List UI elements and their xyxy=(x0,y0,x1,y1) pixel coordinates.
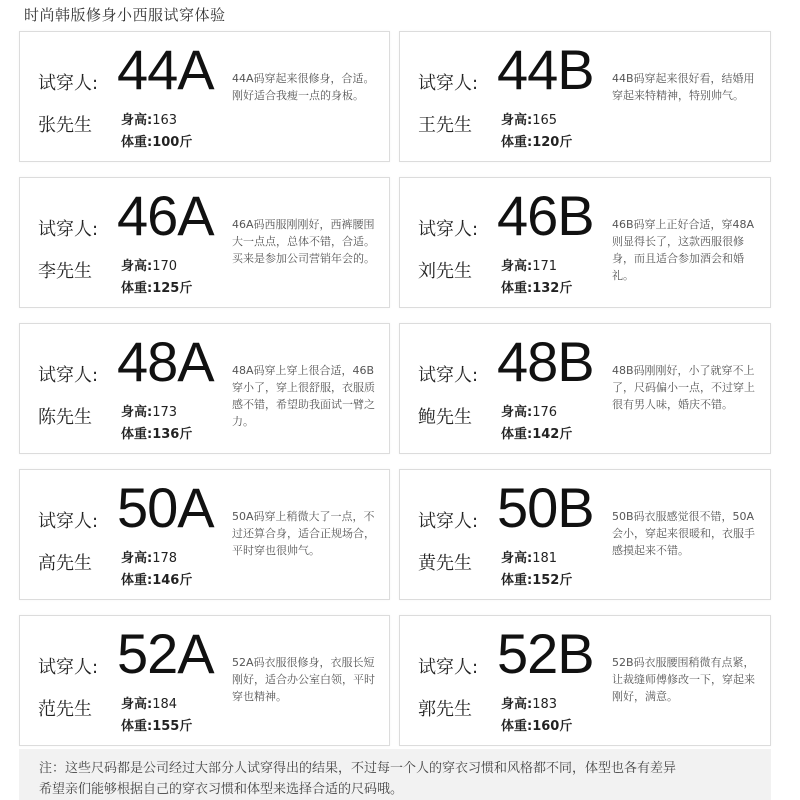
weight-value: 120斤 xyxy=(532,135,573,150)
weight-value: 125斤 xyxy=(152,281,193,296)
height-label: 身高: xyxy=(121,259,153,274)
height-value: 170 xyxy=(152,259,178,274)
size-code: 44B xyxy=(497,38,594,101)
fitting-card xyxy=(19,469,390,600)
weight-label: 体重: xyxy=(501,281,533,296)
height-label: 身高: xyxy=(121,405,153,420)
tryer-name: 刘先生 xyxy=(418,261,472,282)
height-line xyxy=(501,693,557,712)
tryer-name: 陈先生 xyxy=(38,407,92,428)
weight-label: 体重: xyxy=(121,427,153,442)
size-code: 44A xyxy=(117,38,214,101)
note-line-1: 注：这些尺码都是公司经过大部分人试穿得出的结果，不过每一个人的穿衣习惯和风格都不同，体型也各有差异 xyxy=(39,761,677,776)
fitting-card xyxy=(399,323,771,454)
height-label: 身高: xyxy=(501,697,533,712)
weight-value: 146斤 xyxy=(152,573,193,588)
weight-label: 体重: xyxy=(501,135,533,150)
fit-description: 46B码穿上正好合适，穿48A则显得长了，这款西服很修身，而且适合参加酒会和婚礼。 xyxy=(612,218,755,282)
fit-description: 52B码衣服腰围稍微有点紧，让裁缝师傅修改一下，穿起来刚好，满意。 xyxy=(612,656,755,703)
weight-line xyxy=(501,277,572,296)
height-line xyxy=(121,255,177,274)
fitting-card xyxy=(19,615,390,746)
page-title: 时尚韩版修身小西服试穿体验 xyxy=(24,6,226,24)
height-line xyxy=(121,693,177,712)
tryer-name: 鲍先生 xyxy=(418,407,472,428)
weight-value: 136斤 xyxy=(152,427,193,442)
height-value: 181 xyxy=(532,551,558,566)
height-value: 165 xyxy=(532,113,558,128)
fitting-card xyxy=(399,615,771,746)
fitting-card xyxy=(19,177,390,308)
weight-value: 100斤 xyxy=(152,135,193,150)
height-label: 身高: xyxy=(501,113,533,128)
weight-label: 体重: xyxy=(501,719,533,734)
size-code: 46B xyxy=(497,184,594,247)
tryer-label: 试穿人: xyxy=(38,73,99,94)
tryer-name: 张先生 xyxy=(38,115,92,136)
weight-line xyxy=(501,131,572,150)
height-line xyxy=(501,547,557,566)
size-code: 52A xyxy=(117,622,214,685)
height-line xyxy=(121,401,177,420)
tryer-label: 试穿人: xyxy=(418,365,479,386)
fit-description: 50A码穿上稍微大了一点，不过还算合身，适合正规场合，平时穿也很帅气。 xyxy=(232,510,375,557)
fitting-card xyxy=(399,177,771,308)
weight-line xyxy=(121,715,192,734)
tryer-label: 试穿人: xyxy=(418,511,479,532)
tryer-name: 王先生 xyxy=(418,115,472,136)
weight-value: 142斤 xyxy=(532,427,573,442)
tryer-label: 试穿人: xyxy=(418,219,479,240)
height-label: 身高: xyxy=(501,551,533,566)
tryer-label: 试穿人: xyxy=(38,511,99,532)
weight-label: 体重: xyxy=(501,427,533,442)
weight-value: 155斤 xyxy=(152,719,193,734)
height-line xyxy=(501,401,557,420)
height-value: 178 xyxy=(152,551,178,566)
weight-label: 体重: xyxy=(121,281,153,296)
height-value: 171 xyxy=(532,259,558,274)
tryer-name: 范先生 xyxy=(38,699,92,720)
weight-label: 体重: xyxy=(121,573,153,588)
tryer-label: 试穿人: xyxy=(38,365,99,386)
height-value: 176 xyxy=(532,405,558,420)
height-value: 163 xyxy=(152,113,178,128)
fit-description: 50B码衣服感觉很不错，50A会小，穿起来很暖和，衣服手感摸起来不错。 xyxy=(612,510,755,557)
tryer-label: 试穿人: xyxy=(38,219,99,240)
height-value: 184 xyxy=(152,697,178,712)
fit-description: 46A码西服刚刚好，西裤腰围大一点点，总体不错，合适。买来是参加公司营销年会的。 xyxy=(232,218,375,265)
fit-description: 48A码穿上穿上很合适，46B穿小了，穿上很舒服，衣服质感不错，希望助我面试一臂之力。 xyxy=(232,364,375,428)
height-line xyxy=(121,109,177,128)
tryer-name: 黄先生 xyxy=(418,553,472,574)
weight-label: 体重: xyxy=(501,573,533,588)
weight-value: 132斤 xyxy=(532,281,573,296)
size-code: 48B xyxy=(497,330,594,393)
fit-description: 44A码穿起来很修身，合适。刚好适合我瘦一点的身板。 xyxy=(232,72,375,102)
size-note xyxy=(19,749,771,800)
height-label: 身高: xyxy=(501,259,533,274)
weight-line xyxy=(501,423,572,442)
fit-description: 48B码刚刚好，小了就穿不上了，尺码偏小一点，不过穿上很有男人味，婚庆不错。 xyxy=(612,364,755,411)
height-line xyxy=(501,255,557,274)
fit-description: 52A码衣服很修身，衣服长短刚好，适合办公室白领，平时穿也精神。 xyxy=(232,656,375,703)
weight-line xyxy=(121,277,192,296)
size-code: 52B xyxy=(497,622,594,685)
weight-value: 152斤 xyxy=(532,573,573,588)
tryer-name: 李先生 xyxy=(38,261,92,282)
weight-line xyxy=(121,423,192,442)
height-value: 183 xyxy=(532,697,558,712)
tryer-label: 试穿人: xyxy=(38,657,99,678)
note-line-2: 希望亲们能够根据自己的穿衣习惯和体型来选择合适的尺码哦。 xyxy=(39,782,404,797)
weight-line xyxy=(501,715,572,734)
tryer-label: 试穿人: xyxy=(418,73,479,94)
height-label: 身高: xyxy=(501,405,533,420)
size-code: 50A xyxy=(117,476,214,539)
tryer-label: 试穿人: xyxy=(418,657,479,678)
weight-line xyxy=(121,131,192,150)
weight-label: 体重: xyxy=(121,719,153,734)
height-label: 身高: xyxy=(121,551,153,566)
fitting-card xyxy=(399,31,771,162)
fitting-grid xyxy=(19,31,771,746)
weight-value: 160斤 xyxy=(532,719,573,734)
height-line xyxy=(501,109,557,128)
height-line xyxy=(121,547,177,566)
fitting-card xyxy=(399,469,771,600)
height-value: 173 xyxy=(152,405,178,420)
size-code: 48A xyxy=(117,330,214,393)
size-code: 46A xyxy=(117,184,214,247)
weight-line xyxy=(501,569,572,588)
fitting-card xyxy=(19,31,390,162)
tryer-name: 高先生 xyxy=(38,553,92,574)
tryer-name: 郭先生 xyxy=(418,699,472,720)
height-label: 身高: xyxy=(121,113,153,128)
fit-description: 44B码穿起来很好看，结婚用穿起来特精神，特别帅气。 xyxy=(612,72,755,102)
size-code: 50B xyxy=(497,476,594,539)
weight-line xyxy=(121,569,192,588)
weight-label: 体重: xyxy=(121,135,153,150)
height-label: 身高: xyxy=(121,697,153,712)
fitting-card xyxy=(19,323,390,454)
